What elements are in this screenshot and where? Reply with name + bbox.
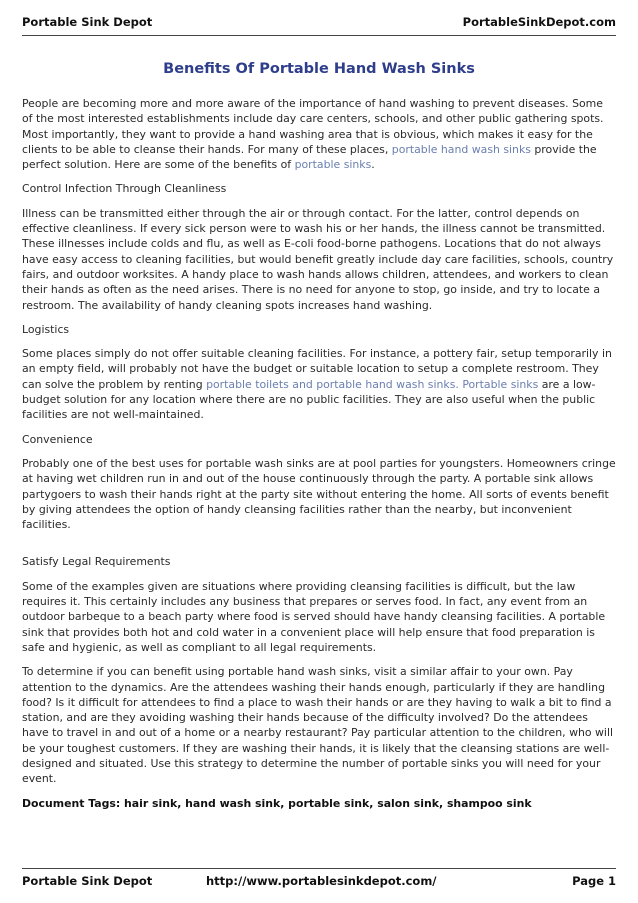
header-site-domain: PortableSinkDepot.com — [462, 15, 616, 29]
logistics-text-1: Some places simply do not offer suitable cleaning facilities. For instance, a pottery fair, setup temporarily in an empty field, will probably not have the budget or suitable location to setup a complete restroom. They can solve the problem by renting — [22, 347, 612, 391]
link-portable-toilets[interactable]: portable toilets and portable hand wash sinks. — [206, 377, 459, 391]
section-body-convenience: Probably one of the best uses for portable wash sinks are at pool parties for youngsters. Homeowners cringe at having wet children run in and out of the house continuously through the party. A portable sink allows partygoers to wash their hands right at the party site without entering the home. All sorts of events benefit by giving attendees the option of handy cleansing facilities rather than the nearby, but inconvenient facilities. — [22, 456, 616, 532]
page-header — [22, 15, 616, 31]
intro-text-2: provide the perfect solution. Here are some of the benefits of — [22, 142, 597, 172]
section-body-infection: Illness can be transmitted either through the air or through contact. For the latter, control depends on effective cleanliness. If every sick person were to wash his or her hands, the illness cannot be transmitted. These illnesses include colds and flu, as well as E-coli food-borne pathogens. Locations that do not always have easy access to cleaning facilities, but would benefit greatly include day care facilities, schools, country fairs, and outdoor worksites. A handy place to wash hands allows children, attendees, and workers to clean their hands as often as the need arises. There is no need for anyone to stop, go inside, and try to locate a restroom. The availability of handy cleaning spots increases hand washing. — [22, 206, 614, 312]
section-body-logistics — [22, 346, 616, 422]
intro-text-3: . — [371, 158, 375, 172]
header-divider — [22, 35, 616, 36]
footer-site-name: Portable Sink Depot — [22, 874, 153, 888]
section-heading-convenience: Convenience — [22, 432, 93, 446]
link-portable-hand-wash-sinks[interactable]: portable hand wash sinks — [391, 142, 531, 156]
section-heading-legal: Satisfy Legal Requirements — [22, 555, 171, 569]
footer-url-link[interactable]: http://www.portablesinkdepot.com/ — [206, 874, 437, 888]
intro-paragraph — [22, 96, 616, 172]
document-body — [22, 96, 616, 820]
page-footer — [22, 874, 616, 890]
link-portable-sinks[interactable]: portable sinks — [294, 158, 372, 172]
document-tags: Document Tags: hair sink, hand wash sink, portable sink, salon sink, shampoo sink — [22, 796, 532, 810]
section-heading-infection: Control Infection Through Cleanliness — [22, 182, 227, 196]
section-heading-logistics: Logistics — [22, 322, 70, 336]
section-body-legal: Some of the examples given are situations where providing cleansing facilities is difficult, but the law requires it. This certainly includes any business that prepares or serves food. In fact, any event from an outdoor barbeque to a beach party where food is served should have handy cleansing facilities. A portable sink that provides both hot and cold water in a convenient place will help ensure that food preparation is safe and hygienic, as well as compliant to all legal requirements. — [22, 579, 606, 654]
logistics-text-3: are a low-budget solution for any location where there are no public facilities. They are also useful when the public facilities are not well-maintained. — [22, 377, 596, 422]
link-portable-sinks-2[interactable]: Portable sinks — [462, 377, 539, 391]
intro-text-1: People are becoming more and more aware of the importance of hand washing to prevent diseases. Some of the most interested establishments include day care centers, schools, and other public gathering spots. Most importantly, they want to provide a hand washing area that is obvious, which makes it easy for the clients to be able to cleanse their hands. For many of these places, — [22, 97, 604, 156]
page-number: Page 1 — [572, 874, 616, 888]
document-title: Benefits Of Portable Hand Wash Sinks — [163, 61, 475, 77]
footer-divider — [22, 868, 616, 869]
header-site-name: Portable Sink Depot — [22, 15, 153, 29]
conclusion-paragraph: To determine if you can benefit using portable hand wash sinks, visit a similar affair to your own. Pay attention to the dynamics. Are the attendees washing their hands enough, particularly if they are handling food? Is it difficult for attendees to find a place to wash their hands or are they having to walk a bit to find a station, and are they avoiding washing their hands because of the difficulty involved? Do the attendees have to travel in and out of a home or a nearby restaurant? Pay particular attention to the children, who will be your toughest customers. If they are washing their hands, it is likely that the cleansing stations are well-designed and situated. Use this strategy to determine the number of portable sinks you will need for your event. — [22, 665, 613, 786]
